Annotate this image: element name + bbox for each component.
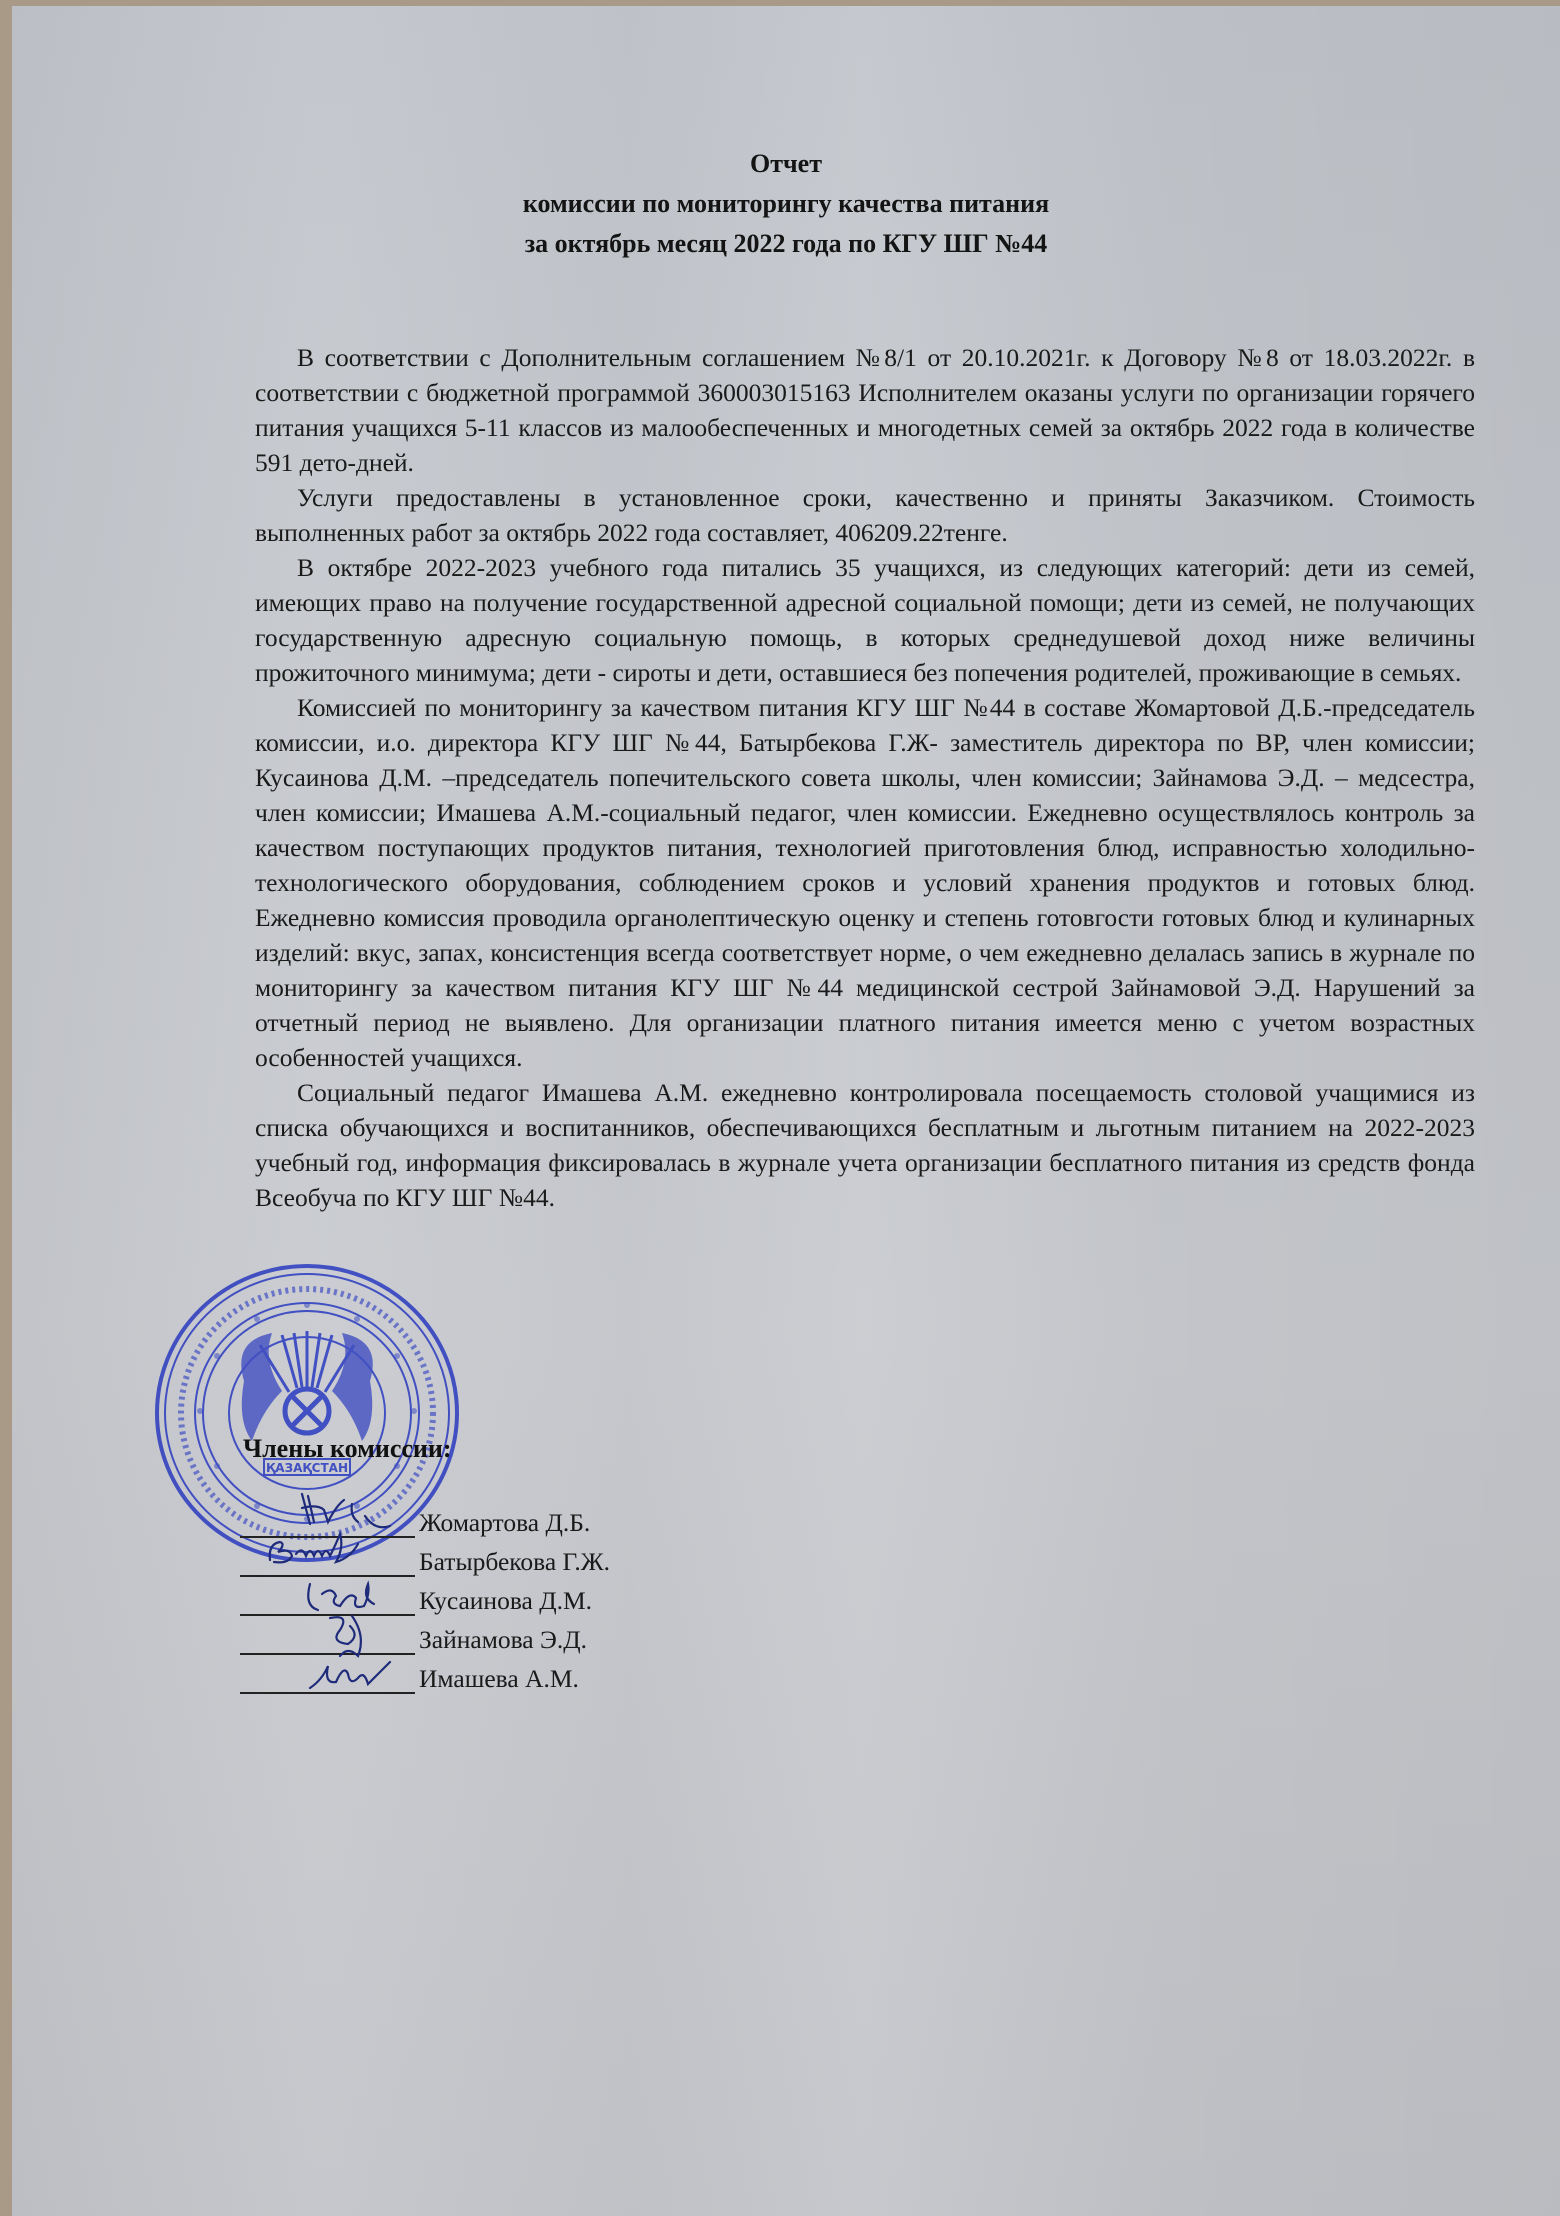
signature-row [240, 1616, 610, 1655]
member-name: Зайнамова Э.Д. [419, 1625, 587, 1654]
signature-line [240, 1666, 415, 1694]
signature-row [240, 1577, 610, 1616]
document-title: Отчет [750, 149, 822, 178]
signature-row [240, 1655, 610, 1694]
document-period: за октябрь месяц 2022 года по КГУ ШГ №44 [524, 229, 1048, 258]
paragraph-students: В октябре 2022-2023 учебного года питались 35 учащихся, из следующих категорий: дети из семей, имеющих право на получение государственной адресной социальной помощи; дети из семей, не получающих государственную адресную социальную помощь, в которых среднедушевой доход ниже величины прожиточного минимума; дети - сироты и дети, оставшиеся без попечения родителей, проживающие в семьях. [255, 553, 1475, 687]
signature-row [240, 1499, 610, 1538]
paragraph-commission: Комиссией по мониторингу за качеством питания КГУ ШГ №44 в составе Жомартовой Д.Б.-председатель комиссии, и.о. директора КГУ ШГ №44, Батырбекова Г.Ж- заместитель директора по ВР, член комиссии; Кусаинова Д.М. –председатель попечительского совета школы, член комиссии; Зайнамова Э.Д. – медсестра, член комиссии; Имашева А.М.-социальный педагог, член комиссии. Ежедневно осуществлялось контроль за качеством поступающих продуктов питания, технологией приготовления блюд, исправностью холодильно-технологического оборудования, соблюдением сроков и условий хранения продуктов и готовых блюд. Ежедневно комиссия проводила органолептическую оценку и степень готовгости готовых блюд и кулинарных изделий: вкус, запах, консистенция всегда соответствует норме, о чем ежедневно делалась запись в журнале по мониторингу за качеством питания КГУ ШГ №44 медицинской сестрой Зайнамовой Э.Д. Нарушений за отчетный период не выявлено. Для организации платного питания имеется меню с учетом возрастных особенностей учащихся. [255, 693, 1475, 1072]
paragraph-contract: В соответствии с Дополнительным соглашением №8/1 от 20.10.2021г. к Договору №8 от 18.03.2022г. в соответствии с бюджетной программой 360003015163 Исполнителем оказаны услуги по организации горячего питания учащихся 5-11 классов из малообеспеченных и многодетных семей за октябрь 2022 года в количестве 591 дето-дней. [255, 343, 1475, 477]
signature-list [240, 1499, 610, 1694]
members-title: Члены комиссии: [243, 1434, 452, 1463]
paragraph-services: Услуги предоставлены в установленное сроки, качественно и приняты Заказчиком. Стоимость выполненных работ за октябрь 2022 года составляет, 406209.22тенге. [255, 483, 1475, 547]
member-name: Батырбекова Г.Ж. [419, 1547, 610, 1576]
stamp-center-text: ҚАЗАҚСТАН [265, 1461, 349, 1475]
signature-line [240, 1510, 415, 1538]
document-body [255, 340, 1475, 1215]
document-subtitle: комиссии по мониторингу качества питания [522, 189, 1050, 218]
paper-sheet [12, 6, 1560, 2216]
document-header [12, 144, 1560, 264]
signature-line [240, 1627, 415, 1655]
member-name: Имашева А.М. [419, 1664, 579, 1693]
signature-line [240, 1588, 415, 1616]
signature-row [240, 1538, 610, 1577]
signature-line [240, 1549, 415, 1577]
paragraph-social-pedagog: Социальный педагог Имашева А.М. ежедневно контролировала посещаемость столовой учащимися из списка обучающихся и воспитанников, обеспечивающихся бесплатным и льготным питанием на 2022-2023 учебный год, информация фиксировалась в журнале учета организации бесплатного питания из средств фонда Всеобуча по КГУ ШГ №44. [255, 1078, 1475, 1212]
member-name: Жомартова Д.Б. [419, 1508, 591, 1537]
member-name: Кусаинова Д.М. [419, 1586, 593, 1615]
